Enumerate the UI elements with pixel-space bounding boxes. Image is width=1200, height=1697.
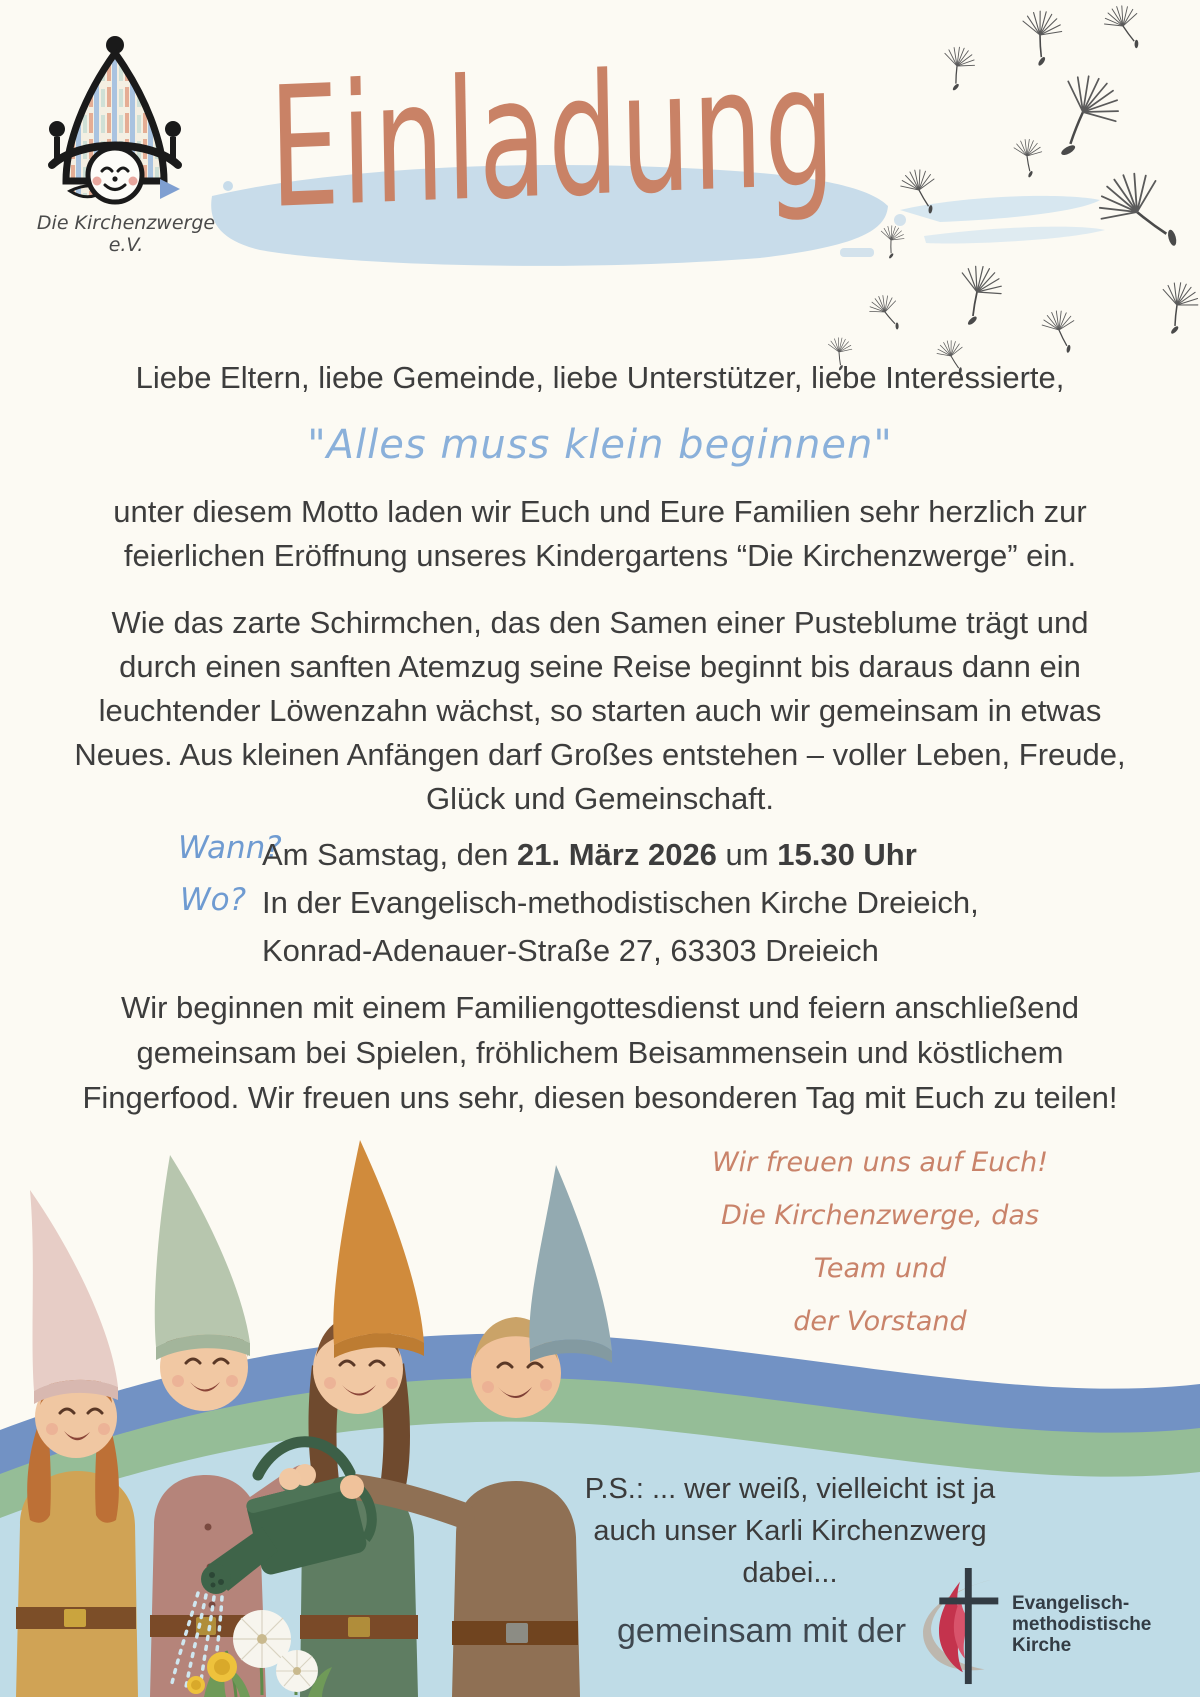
greeting-text: Liebe Eltern, liebe Gemeinde, liebe Unterstützer, liebe Interessierte, — [135, 360, 1065, 395]
body-line: leuchtender Löwenzahn wächst, so starten auch wir gemeinsam in etwas — [98, 693, 1102, 728]
dandelion-puff — [276, 1650, 318, 1692]
kirchenzwerge-logo — [40, 33, 190, 210]
ps-line: auch unser Karli Kirchenzwerg — [593, 1515, 987, 1547]
signature-line: Wir freuen uns auf Euch! — [711, 1147, 1049, 1178]
event-venue: In der Evangelisch-methodistischen Kirche Dreieich, — [262, 885, 979, 920]
body-line: durch einen sanften Atemzug seine Reise beginnt bis daraus dann ein — [119, 649, 1081, 684]
event-address: Konrad-Adenauer-Straße 27, 63303 Dreieich — [262, 933, 879, 968]
dandelion-seed-icon — [823, 1, 1200, 378]
body-line: Wie das zarte Schirmchen, das den Samen einer Pusteblume trägt und — [111, 605, 1089, 640]
org-caption: Die Kirchenzwerge e.V. — [36, 212, 216, 256]
event-date: 21. März 2026 — [517, 837, 717, 872]
closing-line: Wir beginnen mit einem Familiengottesdienst und feiern anschließend — [120, 990, 1080, 1025]
ps-line: dabei... — [742, 1557, 838, 1589]
ps-line: P.S.: ... wer weiß, vielleicht ist ja — [584, 1473, 996, 1505]
emk-logo-text — [1012, 1593, 1192, 1656]
emk-logo-text-line: Evangelisch- — [1012, 1593, 1130, 1614]
where-label: Wo? — [180, 882, 247, 918]
closing-line: Fingerfood. Wir freuen uns sehr, diesen besonderen Tag mit Euch zu teilen! — [82, 1080, 1118, 1115]
when-label: Wann? — [178, 830, 282, 866]
gnome-child-orange — [292, 1140, 424, 1697]
body-paragraph — [20, 601, 1180, 821]
gnome-children-photo — [0, 1095, 620, 1697]
motto-text: "Alles muss klein beginnen" — [307, 422, 893, 468]
intro-line: feierlichen Eröffnung unseres Kindergartens “Die Kirchenzwerge” ein. — [123, 538, 1077, 573]
event-time: 15.30 Uhr — [777, 837, 917, 872]
closing-line: gemeinsam bei Spielen, fröhlichem Beisammensein und köstlichem — [136, 1035, 1064, 1070]
event-date-prefix: Am Samstag, den — [262, 837, 518, 872]
event-time-joiner: um — [716, 837, 778, 872]
signature-line: Die Kirchenzwerge, das Team und — [720, 1200, 1040, 1284]
body-line: Neues. Aus kleinen Anfängen darf Großes entstehen – voller Leben, Freude, — [74, 737, 1126, 772]
intro-paragraph — [20, 490, 1180, 578]
page-title: Einladung — [267, 29, 838, 246]
intro-line: unter diesem Motto laden wir Euch und Eure Familien sehr herzlich zur — [113, 494, 1087, 529]
partner-prefix-text: gemeinsam mit der — [617, 1612, 907, 1650]
body-line: Glück und Gemeinschaft. — [425, 781, 775, 816]
signature-line: der Vorstand — [793, 1306, 967, 1337]
emk-cross-flame-icon — [898, 1566, 1016, 1688]
event-date-line — [262, 837, 917, 873]
church-gnome-icon — [49, 36, 181, 202]
emk-logo-text-line: Kirche — [1012, 1635, 1072, 1656]
dandelion-seeds-decoration — [815, 0, 1200, 380]
emk-logo-text-line: methodistische — [1012, 1614, 1152, 1635]
gnome-child-pink — [16, 1190, 138, 1697]
